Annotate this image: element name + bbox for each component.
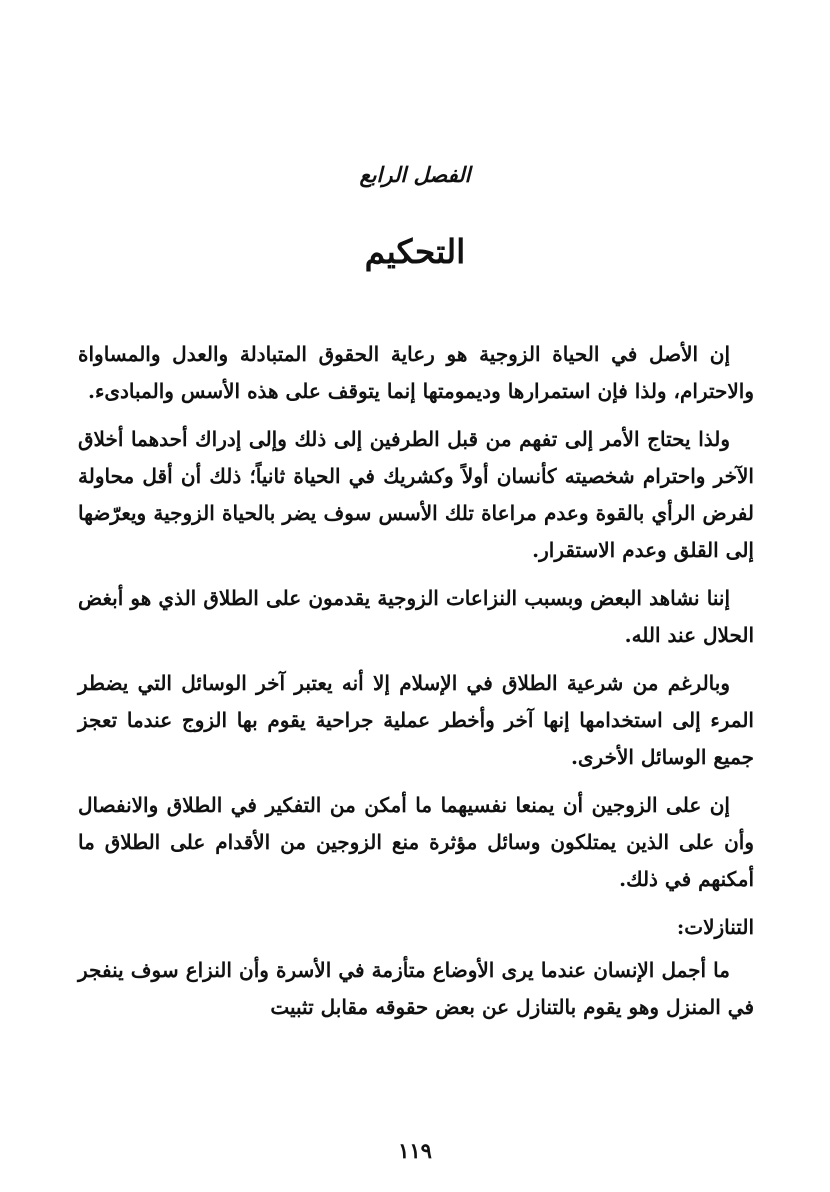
section-heading: التنازلات: [676,915,754,939]
paragraph-1: إن الأصل في الحياة الزوجية هو رعاية الحقوق المتبادلة والعدل والمساواة والاحترام، ولذا فإن استمرارها وديمومتها إنما يتوقف على هذه الأسس والمبادىء. [78,342,754,403]
page-number: ١١٩ [398,1138,432,1163]
chapter-title: التحكيم [364,232,466,271]
body-text [78,336,754,1037]
paragraph-4: وبالرغم من شرعية الطلاق في الإسلام إلا أنه يعتبر آخر الوسائل التي يضطر المرء إلى استخدامها إنها آخر وأخطر عملية جراحية يقوم بها الزوج عندما تعجز جميع الوسائل الأخرى. [78,671,754,769]
section-paragraph: ما أجمل الإنسان عندما يرى الأوضاع متأزمة في الأسرة وأن النزاع سوف ينفجر في المنزل وهو يقوم بالتنازل عن بعض حقوقه مقابل تثبيت [78,958,754,1019]
paragraph-5: إن على الزوجين أن يمنعا نفسيهما ما أمكن من التفكير في الطلاق والانفصال وأن على الذين يمتلكون وسائل مؤثرة منع الزوجين من الأقدام على الطلاق ما أمكنهم في ذلك. [78,793,754,891]
chapter-label: الفصل الرابع [359,162,471,187]
paragraph-2: ولذا يحتاج الأمر إلى تفهم من قبل الطرفين إلى ذلك وإلى إدراك أحدهما أخلاق الآخر واحترام شخصيته كأنسان أولاً وكشريك في الحياة ثانياً؛ ذلك أن أقل محاولة لفرض الرأي بالقوة وعدم مراعاة تلك الأسس سوف يضر بالحياة الزوجية ويعرّضها إلى القلق وعدم الاستقرار. [78,427,754,562]
paragraph-3: إننا نشاهد البعض وبسبب النزاعات الزوجية يقدمون على الطلاق الذي هو أبغض الحلال عند الله. [78,586,754,647]
